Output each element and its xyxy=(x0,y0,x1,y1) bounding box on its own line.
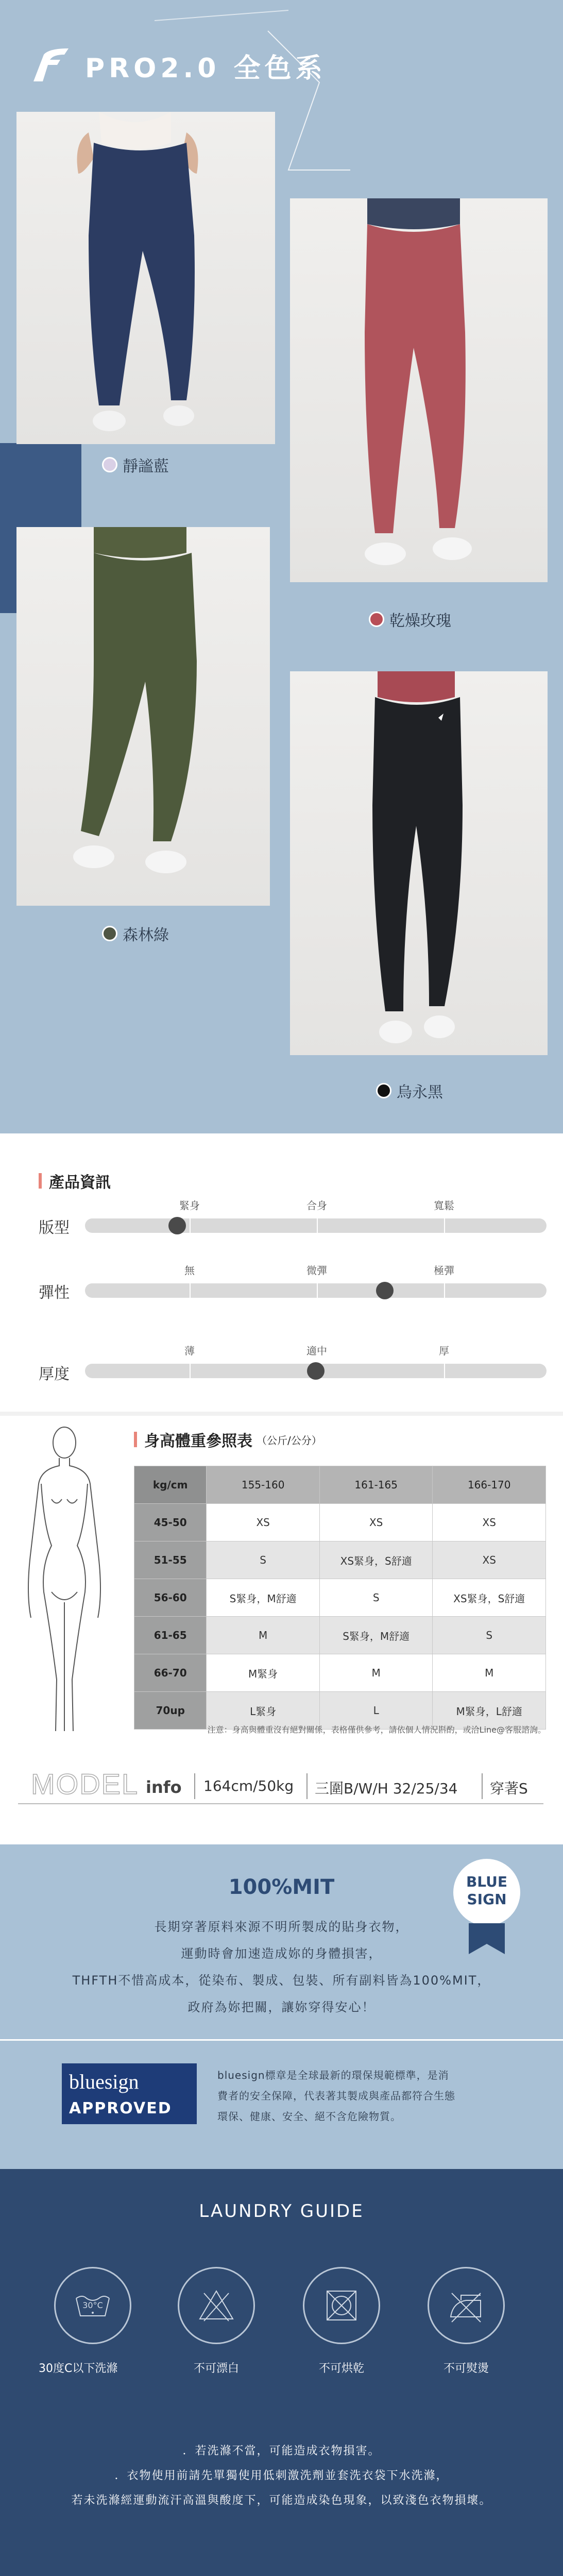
laundry-label: 30度C以下洗滌 xyxy=(39,2362,118,2375)
table-cell: XS緊身，S舒適 xyxy=(319,1541,433,1579)
table-cell: 45-50 xyxy=(134,1504,207,1541)
wash-temp-text: 30°C xyxy=(82,2300,103,2310)
slider-track-fit xyxy=(85,1218,547,1233)
slider-knob-thickness xyxy=(307,1362,325,1380)
table-cell: S緊身，M舒適 xyxy=(207,1579,320,1617)
separator xyxy=(306,1773,308,1799)
bluesign-logo xyxy=(62,2063,197,2124)
product-photo-black xyxy=(290,671,548,1055)
slider-track-thickness xyxy=(85,1364,547,1378)
product-photo-rose xyxy=(290,198,548,582)
color-name: 森林綠 xyxy=(123,926,169,944)
table-cell: 61-65 xyxy=(134,1617,207,1654)
model-info-underline xyxy=(18,1803,543,1804)
title-accent-bar xyxy=(39,1173,42,1189)
separator xyxy=(482,1773,483,1799)
slider-tick-label: 厚 xyxy=(439,1345,449,1357)
table-cell: S緊身，M舒適 xyxy=(319,1617,433,1654)
table-row xyxy=(134,1504,546,1541)
laundry-label: 不可烘乾 xyxy=(318,2362,364,2375)
slider-knob-fit xyxy=(168,1217,186,1234)
badge-text xyxy=(453,1873,520,1908)
table-cell: L xyxy=(319,1692,433,1730)
table-cell: 56-60 xyxy=(134,1579,207,1617)
model-word: MODEL xyxy=(31,1768,139,1800)
slider-knob-elasticity xyxy=(376,1282,394,1299)
size-chart-title xyxy=(134,1428,322,1451)
color-name: 烏永黑 xyxy=(397,1083,443,1101)
slider-tick xyxy=(190,1364,191,1378)
color-label-black xyxy=(376,1079,443,1102)
table-cell: XS xyxy=(207,1504,320,1541)
bluesign-description xyxy=(217,2065,455,2127)
table-row xyxy=(134,1617,546,1654)
laundry-note: ．衣物使用前請先單獨使用低刺激洗劑並套洗衣袋下水洗滌， xyxy=(114,2469,449,2482)
slider-tick-label: 合身 xyxy=(306,1199,327,1212)
badge-bottom-text: SIGN xyxy=(467,1891,507,1908)
bluesign-approved-text: APPROVED xyxy=(69,2099,172,2117)
size-chart-note: 注意：身高與體重沒有絕對關係，表格僅供參考，請依個人情況斟酌，或洽Line@客服諮詢。 xyxy=(207,1725,546,1735)
table-row xyxy=(134,1579,546,1617)
no-iron-icon xyxy=(428,2267,505,2344)
model-height-weight: 164cm/50kg xyxy=(203,1777,294,1794)
table-cell: 51-55 xyxy=(134,1541,207,1579)
color-dot xyxy=(369,612,384,627)
model-measurements: 三圍B/W/H 32/25/34 xyxy=(315,1780,458,1797)
bluesign-desc-line: bluesign標章是全球最新的環保規範標準，是消 xyxy=(217,2069,449,2081)
slider-tick-label: 寬鬆 xyxy=(434,1199,454,1212)
table-cell: XS xyxy=(433,1504,546,1541)
color-dot xyxy=(102,926,117,941)
table-cell: M xyxy=(433,1654,546,1692)
title-accent-bar xyxy=(134,1432,137,1447)
mit-section xyxy=(0,1844,563,2169)
laundry-label: 不可漂白 xyxy=(193,2362,239,2375)
mit-divider xyxy=(0,2039,563,2041)
slider-tick xyxy=(317,1283,318,1298)
product-photo-blue xyxy=(16,112,275,444)
table-cell: S xyxy=(319,1579,433,1617)
color-dot xyxy=(376,1083,391,1098)
mit-line: 政府為妳把關，讓妳穿得安心！ xyxy=(187,2000,376,2014)
brand-logo-icon xyxy=(28,47,70,83)
model-wears-size: 穿著S xyxy=(490,1780,528,1797)
separator xyxy=(194,1773,195,1799)
color-label-rose xyxy=(369,608,451,631)
mit-line: 長期穿著原料來源不明所製成的貼身衣物， xyxy=(154,1920,409,1934)
mit-title: 100%MIT xyxy=(228,1875,335,1899)
slider-label-elasticity: 彈性 xyxy=(39,1284,70,1302)
column-header: 155-160 xyxy=(207,1466,320,1504)
bluesign-desc-line: 環保、健康、安全、絕不含危險物質。 xyxy=(217,2110,401,2123)
laundry-section xyxy=(0,2169,563,2576)
table-cell: M緊身 xyxy=(207,1654,320,1692)
slider-tick-label: 薄 xyxy=(184,1345,195,1357)
slider-tick-label: 極彈 xyxy=(434,1264,454,1277)
color-name: 乾燥玫瑰 xyxy=(389,612,451,630)
slider-tick xyxy=(190,1218,191,1233)
table-row xyxy=(134,1654,546,1692)
product-info-title xyxy=(39,1170,111,1192)
size-chart-title-text: 身高體重參照表 xyxy=(144,1432,252,1450)
table-cell: M緊身，L舒適 xyxy=(433,1692,546,1730)
column-header: 166-170 xyxy=(433,1466,546,1504)
laundry-note: 若未洗滌經運動流汗高溫與酸度下，可能造成染色現象，以致淺色衣物損壞。 xyxy=(71,2494,492,2507)
wash-30-icon xyxy=(54,2267,131,2344)
column-header: kg/cm xyxy=(134,1466,207,1504)
slider-tick xyxy=(190,1283,191,1298)
table-cell: 70up xyxy=(134,1692,207,1730)
model-info-bar xyxy=(18,1762,543,1808)
table-cell: L緊身 xyxy=(207,1692,320,1730)
table-row xyxy=(134,1541,546,1579)
product-photo-green xyxy=(16,527,270,906)
laundry-note: ．若洗滌不當，可能造成衣物損害。 xyxy=(182,2445,381,2458)
slider-tick-label: 適中 xyxy=(306,1345,327,1357)
color-label-green xyxy=(102,922,169,945)
slider-tick-label: 緊身 xyxy=(179,1199,200,1212)
hero-section xyxy=(0,0,563,1133)
slider-tick-label: 無 xyxy=(184,1264,195,1277)
body-silhouette-icon xyxy=(21,1422,108,1752)
size-table xyxy=(134,1466,546,1730)
slider-tick-label: 微彈 xyxy=(306,1264,327,1277)
slider-label-fit: 版型 xyxy=(39,1219,70,1237)
color-label-blue xyxy=(102,453,169,476)
slider-track-elasticity xyxy=(85,1283,547,1298)
table-cell: M xyxy=(319,1654,433,1692)
table-cell: S xyxy=(207,1541,320,1579)
color-dot xyxy=(102,457,117,472)
slider-tick xyxy=(444,1364,445,1378)
laundry-title: LAUNDRY GUIDE xyxy=(199,2201,364,2222)
hero-title: PRO2.0 全色系 xyxy=(85,53,327,84)
no-bleach-icon xyxy=(178,2267,255,2344)
product-info-title-text: 產品資訊 xyxy=(49,1174,111,1192)
section-divider xyxy=(0,1412,563,1416)
slider-tick xyxy=(317,1218,318,1233)
slider-label-thickness: 厚度 xyxy=(39,1365,70,1383)
mit-line: 運動時會加速造成妳的身體損害， xyxy=(181,1946,382,1961)
model-info-word: info xyxy=(146,1777,182,1797)
size-chart-unit: （公斤/公分） xyxy=(257,1434,322,1447)
table-cell: M xyxy=(207,1617,320,1654)
mit-line: THFTH不惜高成本，從染布、製成、包裝、所有副料皆為100%MIT， xyxy=(72,1973,491,1988)
table-cell: XS緊身，S舒適 xyxy=(433,1579,546,1617)
table-cell: 66-70 xyxy=(134,1654,207,1692)
slider-tick xyxy=(444,1218,445,1233)
no-tumble-dry-icon xyxy=(303,2267,380,2344)
table-cell: S xyxy=(433,1617,546,1654)
bluesign-desc-line: 費者的安全保障，代表著其製成與產品都符合生態 xyxy=(217,2090,455,2102)
slider-tick xyxy=(444,1283,445,1298)
table-header-row xyxy=(134,1466,546,1504)
column-header: 161-165 xyxy=(319,1466,433,1504)
laundry-label: 不可熨燙 xyxy=(443,2362,489,2375)
color-name: 靜謐藍 xyxy=(123,457,169,476)
table-cell: XS xyxy=(433,1541,546,1579)
table-cell: XS xyxy=(319,1504,433,1541)
badge-top-text: BLUE xyxy=(466,1873,508,1890)
bluesign-logo-text: bluesign xyxy=(69,2070,139,2093)
